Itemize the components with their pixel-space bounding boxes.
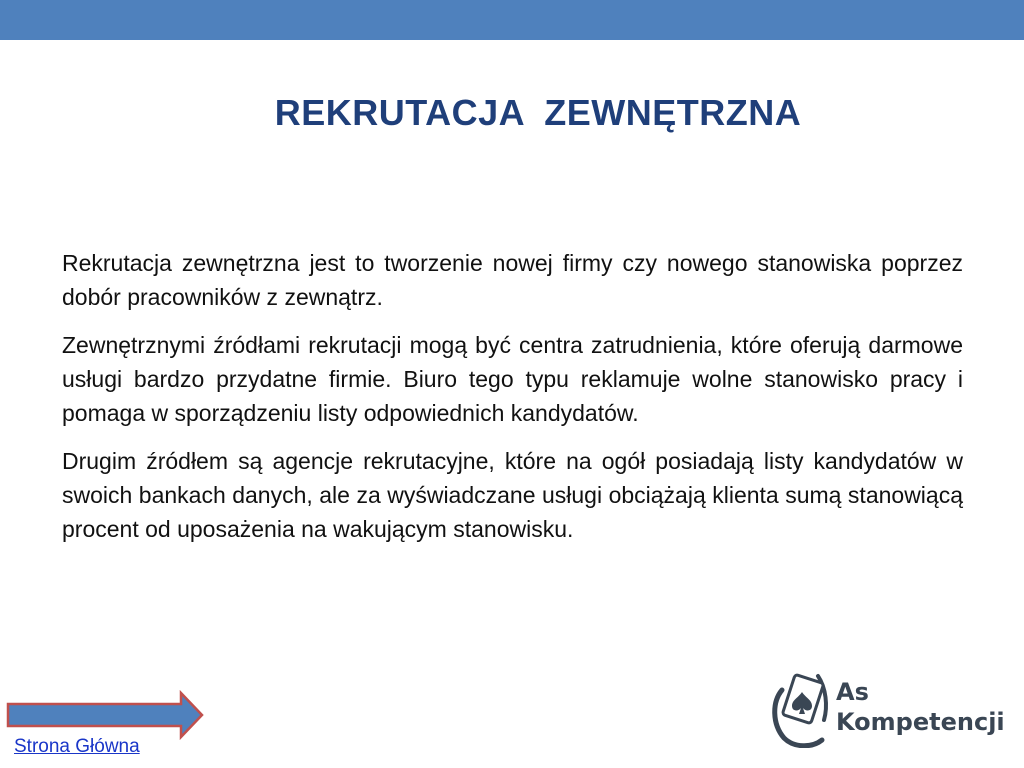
paragraph-2: Zewnętrznymi źródłami rekrutacji mogą być centra zatrudnienia, które oferują darmowe usługi bardzo przydatne firmie. Biuro tego typu reklamuje wolne stanowisko pracy i pomaga w sporządzeniu listy odpowiednich kandydatów.: [62, 332, 963, 426]
paragraph-3: Drugim źródłem są agencje rekrutacyjne, które na ogół posiadają listy kandydatów w swoich bankach danych, ale za wyświadczane usługi obciążają klienta sumą stanowiącą procent od uposażenia na wakującym stanowisku.: [62, 448, 963, 542]
slide-title: REKRUTACJA ZEWNĘTRZNA: [274, 92, 802, 133]
home-link[interactable]: Strona Główna: [14, 736, 140, 757]
logo-text-line1: As: [836, 678, 869, 706]
paragraph-1: Rekrutacja zewnętrzna jest to tworzenie nowej firmy czy nowego stanowiska poprzez dobór pracowników z zewnątrz.: [62, 250, 963, 310]
spade-card-icon: [768, 672, 832, 748]
right-arrow-icon[interactable]: [5, 690, 205, 740]
top-accent-bar: [0, 0, 1024, 40]
logo-text-line2: Kompetencji: [836, 708, 1005, 736]
slide-body: [62, 246, 963, 560]
logo: [768, 672, 1008, 752]
